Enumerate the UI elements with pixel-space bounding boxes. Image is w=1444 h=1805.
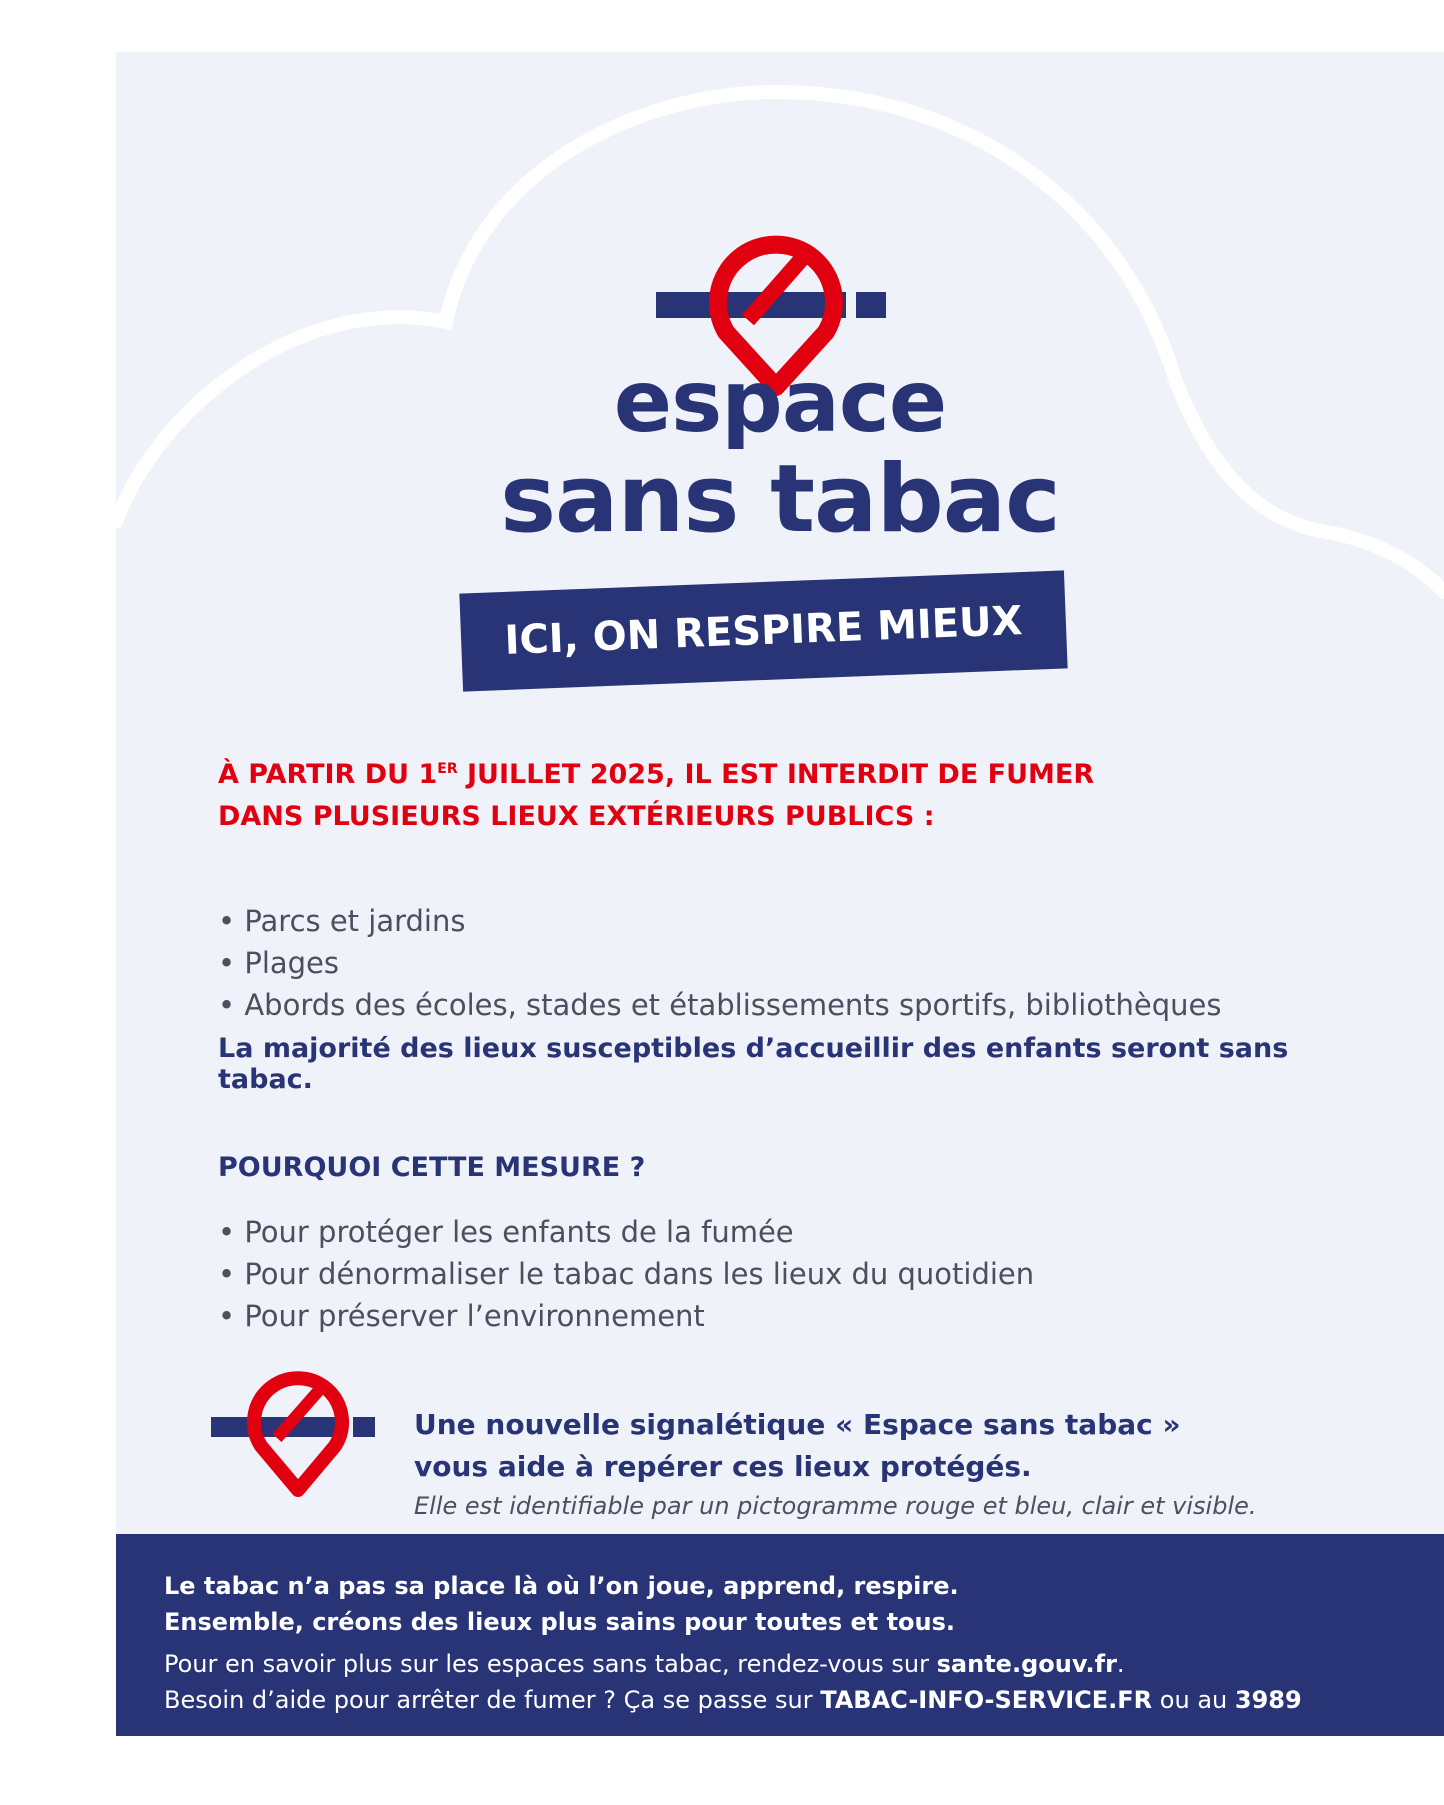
no-smoking-pin-icon (211, 1342, 386, 1507)
notice-line-1a: À PARTIR DU 1 (218, 759, 438, 790)
footer-line-2: Ensemble, créons des lieux plus sains pour toutes et tous. (164, 1608, 956, 1636)
why-title: POURQUOI CETTE MESURE ? (218, 1152, 646, 1183)
slogan-text: ICI, ON RESPIRE MIEUX (503, 598, 1024, 664)
notice-superscript: ER (437, 761, 458, 777)
footer-line-1: Le tabac n’a pas sa place là où l’on joue, apprend, respire. (164, 1572, 959, 1600)
list-item: • Pour protéger les enfants de la fumée (218, 1211, 1368, 1253)
phone-number[interactable]: 3989 (1234, 1686, 1302, 1714)
list-item: • Pour préserver l’environnement (218, 1295, 1368, 1337)
footer (116, 1534, 1444, 1736)
footer-text: Pour en savoir plus sur les espaces sans tabac, rendez-vous sur (164, 1650, 937, 1678)
places-summary: La majorité des lieux susceptibles d’accueillir des enfants seront sans tabac. (218, 1033, 1289, 1095)
signage-line-1: Une nouvelle signalétique « Espace sans tabac » (414, 1408, 1181, 1441)
footer-line-3 (164, 1646, 1302, 1682)
poster (116, 52, 1444, 1736)
list-item: • Pour dénormaliser le tabac dans les lieux du quotidien (218, 1253, 1368, 1295)
sante-link[interactable]: sante.gouv.fr (936, 1650, 1117, 1678)
tabac-info-link[interactable]: TABAC-INFO-SERVICE.FR (820, 1686, 1153, 1714)
signage-title (414, 1404, 1181, 1488)
list-item: • Parcs et jardins (218, 900, 1368, 942)
list-item: • Plages (218, 942, 1368, 984)
brand-line-1: espace (613, 352, 947, 452)
signage-note: Elle est identifiable par un pictogramme rouge et bleu, clair et visible. (414, 1492, 1257, 1520)
signage-line-2: vous aide à repérer ces lieux protégés. (414, 1450, 1032, 1483)
notice-line-2: DANS PLUSIEURS LIEUX EXTÉRIEURS PUBLICS : (218, 801, 935, 832)
brand-line-2: sans tabac (500, 445, 1060, 554)
footer-text: . (1116, 1650, 1125, 1678)
places-list (218, 900, 1368, 1026)
footer-line-4 (164, 1682, 1302, 1718)
footer-text: Besoin d’aide pour arrêter de fumer ? Ça se passe sur (164, 1686, 821, 1714)
why-list (218, 1211, 1368, 1337)
notice-line-1b: JUILLET 2025, IL EST INTERDIT DE FUMER (457, 759, 1095, 790)
ban-notice (218, 748, 1368, 838)
footer-text: ou au (1152, 1686, 1235, 1714)
list-item: • Abords des écoles, stades et établissements sportifs, bibliothèques (218, 984, 1368, 1026)
